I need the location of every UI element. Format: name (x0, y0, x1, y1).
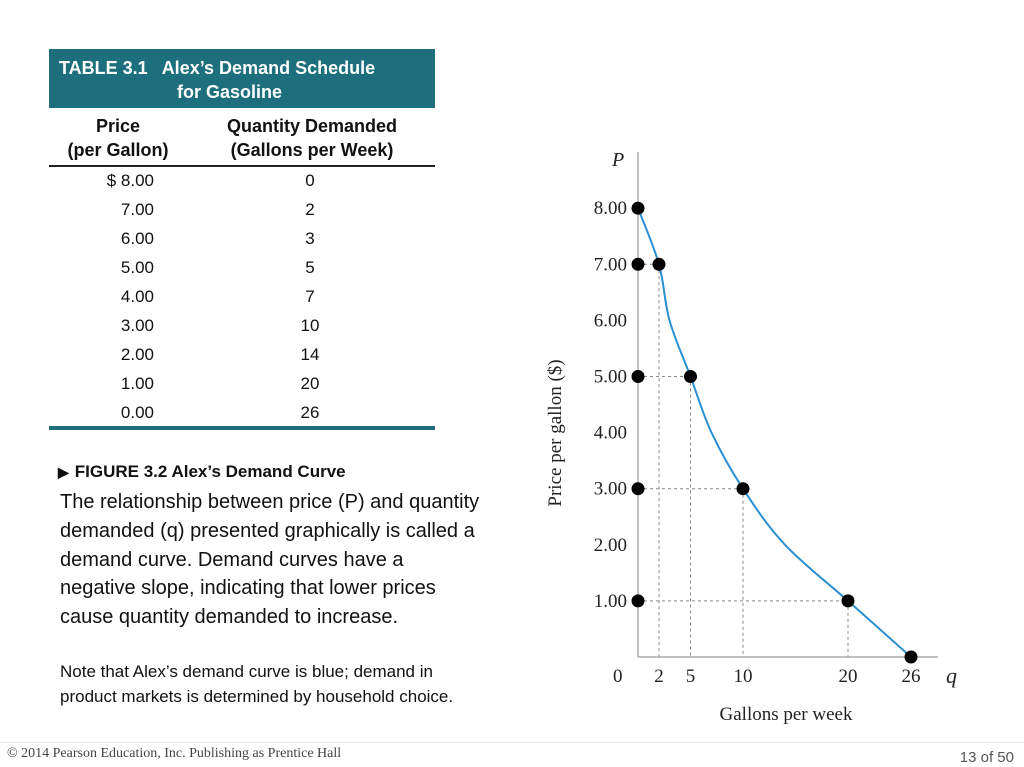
column-header-price-line1: Price (95, 116, 141, 136)
price-cell: 1.00 (120, 374, 154, 393)
quantity-cell: 14 (300, 345, 320, 364)
price-cell: 5.00 (120, 258, 154, 277)
data-point (737, 482, 750, 495)
data-points (632, 202, 918, 664)
quantity-cell: 26 (300, 403, 320, 422)
quantity-cell: 7 (305, 287, 315, 306)
triangle-marker-icon: ▶ (58, 464, 69, 480)
x-axis-symbol: q (946, 663, 957, 688)
data-point (632, 202, 645, 215)
quantity-cell: 5 (305, 258, 315, 277)
y-tick-label: 4.00 (593, 422, 627, 444)
data-point (632, 594, 645, 607)
quantity-cell: 20 (300, 374, 320, 393)
data-point (632, 482, 645, 495)
quantity-cell: 0 (305, 171, 315, 190)
figure-note: Note that Alex’s demand curve is blue; demand in product markets is determined by household choice. (60, 662, 454, 706)
price-cell: 6.00 (120, 229, 154, 248)
quantity-cell: 3 (305, 229, 315, 248)
data-point (632, 258, 645, 271)
quantity-cell: 10 (300, 316, 320, 335)
data-point (632, 370, 645, 383)
column-header-quantity-line1: Quantity Demanded (226, 116, 398, 136)
y-tick-label: 8.00 (593, 198, 627, 220)
origin-label: 0 (613, 666, 623, 687)
table-title-line2: for Gasoline (177, 82, 283, 102)
price-cell: $ 8.00 (106, 171, 154, 190)
x-tick-label: 26 (901, 666, 921, 687)
x-tick-label: 2 (654, 666, 664, 687)
x-tick-labels (654, 666, 920, 687)
y-tick-label: 6.00 (593, 310, 627, 332)
data-point (905, 651, 918, 664)
price-cell: 2.00 (120, 345, 154, 364)
y-tick-label: 1.00 (593, 590, 627, 612)
y-axis-symbol: P (612, 149, 625, 171)
column-header-quantity-line2: (Gallons per Week) (230, 140, 394, 160)
data-point (684, 370, 697, 383)
y-tick-labels (594, 198, 627, 612)
y-tick-label: 7.00 (593, 254, 627, 276)
table-number: TABLE 3.1 (59, 58, 148, 78)
x-tick-label: 5 (685, 666, 696, 687)
column-header-price-line2: (per Gallon) (67, 140, 169, 160)
price-cell: 4.00 (120, 287, 154, 306)
chart-axes (638, 152, 938, 657)
y-axis-label: Price per gallon ($) (545, 359, 566, 507)
footer-divider (0, 742, 1024, 743)
price-cell: 7.00 (120, 200, 154, 219)
y-tick-label: 5.00 (593, 366, 627, 388)
demand-curve-line (638, 208, 911, 657)
data-point (842, 594, 855, 607)
page-indicator: 13 of 50 (959, 749, 1014, 766)
table-title-line1: Alex’s Demand Schedule (161, 58, 376, 78)
x-tick-label: 20 (838, 666, 858, 687)
price-cell: 3.00 (120, 316, 154, 335)
data-point (653, 258, 666, 271)
y-tick-label: 2.00 (593, 534, 627, 556)
footer-copyright: © 2014 Pearson Education, Inc. Publishing as Prentice Hall (7, 746, 342, 761)
price-cell: 0.00 (120, 403, 154, 422)
x-axis-label: Gallons per week (719, 704, 853, 725)
x-tick-label: 10 (733, 666, 753, 687)
figure-caption: The relationship between price (P) and quantity demanded (q) presented graphically is called a demand curve. Demand curves have a negative slope, indicating that lower prices cause quantity demanded to increase. (60, 491, 480, 629)
quantity-cell: 2 (305, 200, 315, 219)
y-tick-label: 3.00 (593, 478, 627, 500)
figure-title-text: FIGURE 3.2 Alex’s Demand Curve (74, 462, 346, 481)
